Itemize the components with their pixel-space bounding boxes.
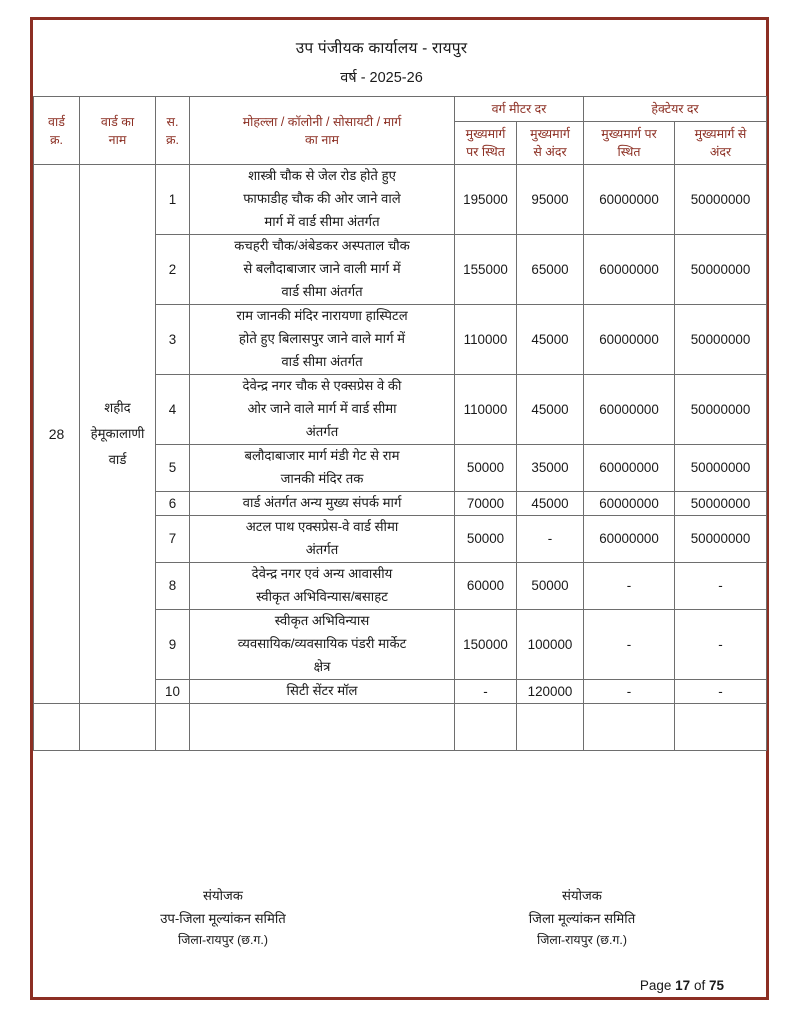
- spacer-cell-1: [34, 703, 80, 750]
- ward-name-line2: हेमूकालाणी: [90, 426, 145, 442]
- rate-hectare-main-road: -: [584, 609, 675, 679]
- desc-line2: फाफाडीह चौक की ओर जाने वाले: [243, 191, 401, 207]
- rate-sqm-main-road: 110000: [455, 305, 517, 375]
- hectare-inner-label-line1: मुख्यमार्ग से: [694, 127, 747, 142]
- table-header-row-1: [34, 97, 767, 122]
- ward-no-label-line2: क्र.: [49, 132, 64, 147]
- row-locality-description: [190, 679, 455, 703]
- row-locality-description: [190, 375, 455, 445]
- signature-block-sub-district: [73, 885, 373, 952]
- rate-hectare-main-road: 60000000: [584, 305, 675, 375]
- col-header-sqm-on-main-road: [455, 122, 517, 165]
- row-serial-number: 8: [156, 562, 190, 609]
- rate-sqm-main-road: 110000: [455, 375, 517, 445]
- desc-line3: क्षेत्र: [313, 658, 331, 674]
- page-label-middle: of: [693, 978, 706, 993]
- rate-sqm-inner: -: [517, 515, 584, 562]
- row-serial-number: 4: [156, 375, 190, 445]
- ward-no-label-line1: वार्ड: [48, 114, 65, 129]
- ward-name-line1: शहीद: [104, 400, 131, 416]
- col-header-ward-name: [80, 97, 156, 165]
- rate-hectare-main-road: 60000000: [584, 235, 675, 305]
- desc-line1: बलौदाबाजार मार्ग मंडी गेट से राम: [244, 448, 400, 463]
- row-locality-description: [190, 445, 455, 492]
- locality-label-line1: मोहल्ला / कॉलोनी / सोसायटी / मार्ग: [242, 114, 402, 129]
- table-bottom-spacer-row: [34, 703, 767, 750]
- rate-sqm-main-road: 155000: [455, 235, 517, 305]
- rate-hectare-main-road: 60000000: [584, 515, 675, 562]
- desc-line2: व्यवसायिक/व्यवसायिक पंडरी मार्केट: [237, 635, 407, 651]
- desc-line3: वार्ड सीमा अंतर्गत: [281, 354, 363, 370]
- rate-hectare-main-road: -: [584, 679, 675, 703]
- rate-hectare-main-road: 60000000: [584, 445, 675, 492]
- hectare-inner-label-line2: अंदर: [709, 145, 732, 160]
- row-locality-description: [190, 515, 455, 562]
- fiscal-year: वर्ष - 2025-26: [340, 70, 423, 86]
- rate-sqm-inner: 45000: [517, 491, 584, 515]
- rate-sqm-inner: 95000: [517, 165, 584, 235]
- spacer-cell-2: [80, 703, 156, 750]
- desc-line1: शास्त्री चौक से जेल रोड होते हुए: [248, 168, 396, 184]
- ward-name-cell: [80, 165, 156, 703]
- document-header: [33, 36, 766, 87]
- spacer-cell-4: [190, 703, 455, 750]
- desc-line2: जानकी मंदिर तक: [280, 470, 364, 486]
- right-committee-name: जिला मूल्यांकन समिति: [528, 910, 636, 926]
- col-header-hectare-on-main-road: [584, 122, 675, 165]
- desc-line2: ओर जाने वाले मार्ग में वार्ड सीमा: [247, 401, 397, 417]
- row-serial-number: 6: [156, 491, 190, 515]
- right-signatory-title: संयोजक: [562, 888, 602, 903]
- desc-line1: देवेन्द्र नगर चौक से एक्सप्रेस वे की: [242, 378, 402, 394]
- rate-sqm-main-road: 150000: [455, 609, 517, 679]
- spacer-cell-7: [584, 703, 675, 750]
- col-header-ward-no: [34, 97, 80, 165]
- signature-footer: [33, 885, 766, 952]
- office-title: उप पंजीयक कार्यालय - रायपुर: [295, 40, 468, 57]
- desc-line2: स्वीकृत अभिविन्यास/बसाहट: [256, 588, 388, 604]
- rate-sqm-inner: 45000: [517, 375, 584, 445]
- spacer-cell-5: [455, 703, 517, 750]
- desc-line3: अंतर्गत: [305, 424, 339, 440]
- desc-line1: राम जानकी मंदिर नारायणा हास्पिटल: [236, 308, 408, 324]
- col-group-header-hectare-rate: हेक्टेयर दर: [584, 97, 767, 122]
- row-locality-description: [190, 235, 455, 305]
- row-serial-number: 2: [156, 235, 190, 305]
- rate-hectare-main-road: 60000000: [584, 375, 675, 445]
- table-body: [34, 165, 767, 750]
- ward-name-label-line1: वार्ड का: [100, 114, 135, 129]
- desc-line1: स्वीकृत अभिविन्यास: [274, 612, 370, 628]
- serial-label-line2: क्र.: [165, 132, 180, 147]
- ward-number-cell: 28: [34, 165, 80, 703]
- spacer-cell-8: [675, 703, 767, 750]
- desc-line1: सिटी सेंटर मॉल: [286, 682, 358, 698]
- rate-sqm-main-road: 70000: [455, 491, 517, 515]
- col-header-hectare-inner: [675, 122, 767, 165]
- rate-sqm-inner: 100000: [517, 609, 584, 679]
- rate-hectare-inner: 50000000: [675, 375, 767, 445]
- page-total-number: 75: [708, 978, 724, 993]
- desc-line1: कचहरी चौक/अंबेडकर अस्पताल चौक: [234, 238, 410, 254]
- row-locality-description: [190, 562, 455, 609]
- desc-line2: होते हुए बिलासपुर जाने वाले मार्ग में: [238, 331, 406, 347]
- rate-hectare-main-road: 60000000: [584, 491, 675, 515]
- rate-hectare-inner: 50000000: [675, 235, 767, 305]
- rate-hectare-inner: -: [675, 609, 767, 679]
- page-border-frame: [30, 17, 769, 1000]
- rate-sqm-main-road: 50000: [455, 445, 517, 492]
- row-locality-description: [190, 305, 455, 375]
- table-row: [34, 165, 767, 235]
- rate-hectare-inner: 50000000: [675, 165, 767, 235]
- land-rate-table: [33, 96, 767, 751]
- left-committee-name: उप-जिला मूल्यांकन समिति: [160, 910, 286, 926]
- row-serial-number: 5: [156, 445, 190, 492]
- row-serial-number: 7: [156, 515, 190, 562]
- rate-hectare-inner: 50000000: [675, 515, 767, 562]
- col-header-serial-no: [156, 97, 190, 165]
- rate-hectare-inner: 50000000: [675, 305, 767, 375]
- ward-name-line3: वार्ड: [108, 451, 127, 467]
- row-locality-description: [190, 609, 455, 679]
- rate-sqm-inner: 120000: [517, 679, 584, 703]
- rate-hectare-main-road: 60000000: [584, 165, 675, 235]
- left-district-name: जिला-रायपुर (छ.ग.): [178, 933, 268, 948]
- desc-line2: अंतर्गत: [305, 541, 339, 557]
- hectare-main-label-line2: स्थित: [617, 145, 641, 160]
- page-number-indicator: [640, 978, 724, 993]
- rate-hectare-inner: -: [675, 679, 767, 703]
- rate-sqm-inner: 45000: [517, 305, 584, 375]
- rate-sqm-main-road: 50000: [455, 515, 517, 562]
- locality-label-line2: का नाम: [305, 132, 339, 147]
- desc-line1: वार्ड अंतर्गत अन्य मुख्य संपर्क मार्ग: [242, 494, 402, 510]
- rate-hectare-main-road: -: [584, 562, 675, 609]
- col-header-locality: [190, 97, 455, 165]
- desc-line1: अटल पाथ एक्सप्रेस-वे वार्ड सीमा: [245, 518, 399, 534]
- row-serial-number: 10: [156, 679, 190, 703]
- row-locality-description: [190, 165, 455, 235]
- rate-sqm-main-road: 195000: [455, 165, 517, 235]
- rate-sqm-inner: 50000: [517, 562, 584, 609]
- sqm-main-label-line2: पर स्थित: [466, 145, 505, 160]
- row-serial-number: 3: [156, 305, 190, 375]
- page-label-prefix: Page: [639, 978, 672, 993]
- col-header-sqm-inner: [517, 122, 584, 165]
- spacer-cell-6: [517, 703, 584, 750]
- right-district-name: जिला-रायपुर (छ.ग.): [537, 933, 627, 948]
- sqm-inner-label-line2: से अंदर: [533, 145, 567, 160]
- hectare-main-label-line1: मुख्यमार्ग पर: [601, 127, 657, 142]
- row-locality-description: [190, 491, 455, 515]
- row-serial-number: 9: [156, 609, 190, 679]
- sqm-main-label-line1: मुख्यमार्ग: [465, 127, 506, 142]
- col-group-header-square-meter-rate: वर्ग मीटर दर: [455, 97, 584, 122]
- desc-line3: वार्ड सीमा अंतर्गत: [281, 284, 363, 300]
- left-signatory-title: संयोजक: [203, 888, 243, 903]
- desc-line3: मार्ग में वार्ड सीमा अंतर्गत: [264, 214, 380, 230]
- desc-line2: से बलौदाबाजार जाने वाली मार्ग में: [243, 261, 401, 277]
- signature-block-district: [432, 885, 732, 952]
- rate-hectare-inner: -: [675, 562, 767, 609]
- rate-sqm-main-road: -: [455, 679, 517, 703]
- desc-line1: देवेन्द्र नगर एवं अन्य आवासीय: [251, 565, 393, 581]
- spacer-cell-3: [156, 703, 190, 750]
- rate-sqm-inner: 35000: [517, 445, 584, 492]
- sqm-inner-label-line1: मुख्यमार्ग: [530, 127, 570, 142]
- row-serial-number: 1: [156, 165, 190, 235]
- rate-sqm-main-road: 60000: [455, 562, 517, 609]
- rate-hectare-inner: 50000000: [675, 491, 767, 515]
- serial-label-line1: स.: [166, 114, 179, 129]
- rate-hectare-inner: 50000000: [675, 445, 767, 492]
- ward-name-label-line2: नाम: [108, 132, 127, 147]
- page-current-number: 17: [675, 978, 691, 993]
- rate-sqm-inner: 65000: [517, 235, 584, 305]
